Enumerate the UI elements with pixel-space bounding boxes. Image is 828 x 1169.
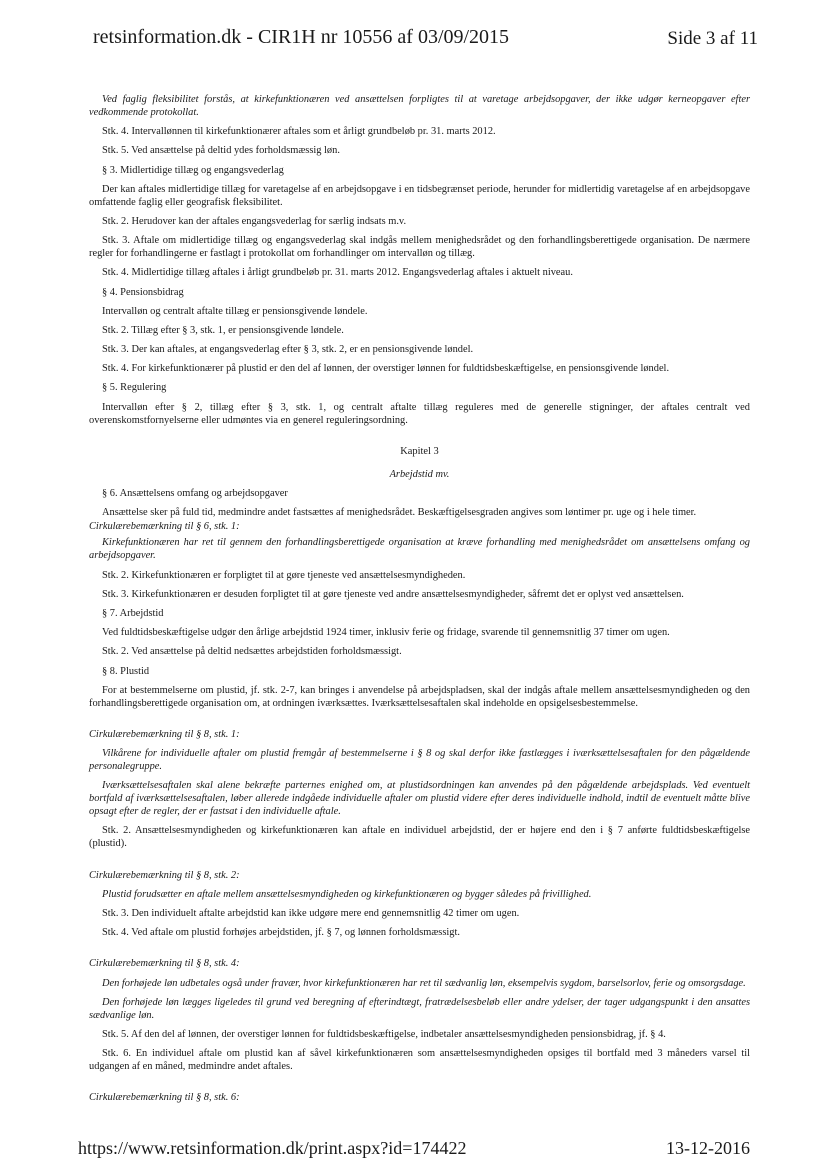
footer-url: https://www.retsinformation.dk/print.aspx?id=174422 (78, 1138, 467, 1158)
section-heading: § 6. Ansættelsens omfang og arbejdsopgaver (102, 488, 288, 500)
footer-date: 13-12-2016 (666, 1138, 750, 1158)
paragraph: Stk. 4. Midlertidige tillæg aftales i årligt grundbeløb pr. 31. marts 2012. Engangsvederlag aftales i aktuelt niveau. (102, 267, 573, 279)
circular-remark-heading: Cirkulærebemærkning til § 6, stk. 1: (89, 521, 240, 533)
paragraph: Ved fuldtidsbeskæftigelse udgør den årlige arbejdstid 1924 timer, inklusiv ferie og fridage, svarende til gennemsnitlig 37 timer om ugen. (102, 627, 670, 639)
paragraph: Vilkårene for individuelle aftaler om plustid fremgår af bestemmelserne i § 8 og skal derfor ikke fastlægges i iværksættelsesaftalen for den pågældende personalegruppe. (89, 748, 750, 773)
paragraph: Stk. 4. Ved aftale om plustid forhøjes arbejdstiden, jf. § 7, og lønnen forholdsmæssigt. (102, 927, 460, 939)
chapter-heading: Kapitel 3 (400, 445, 439, 457)
paragraph: Stk. 2. Ved ansættelse på deltid nedsættes arbejdstiden forholdsmæssigt. (102, 646, 402, 658)
paragraph: Stk. 4. For kirkefunktionærer på plustid er den del af lønnen, der overstiger lønnen for fuldtidsbeskæftigelse, en pensionsgivende løndel. (102, 363, 670, 375)
paragraph: Stk. 5. Af den del af lønnen, der overstiger lønnen for fuldtidsbeskæftigelse, indbetaler ansættelsesmyndigheden pensionsbidrag, jf. § 4. (102, 1028, 666, 1040)
section-heading: § 3. Midlertidige tillæg og engangsvederlag (102, 164, 284, 176)
paragraph: Stk. 2. Tillæg efter § 3, stk. 1, er pensionsgivende løndele. (102, 324, 344, 336)
paragraph: Iværksættelsesaftalen skal alene bekræfte parternes enighed om, at plustidsordningen kan anvendes på den pågældende arbejdsplads. Ved eventuelt bortfald af iværksættelsesaftalen, løber allerede indgåede individuelle aftaler om plustid videre efter deres individuelle indhold, indtil de eventuelt måtte blive opsagt efter de regler, der er fastsat i den individuelle aftale. (89, 780, 750, 818)
paragraph: Kirkefunktionæren har ret til gennem den forhandlingsberettigede organisation at kræve forhandling med menighedsrådet om ansættelsens omfang og arbejdsopgaver. (89, 537, 750, 562)
paragraph: Stk. 5. Ved ansættelse på deltid ydes forholdsmæssig løn. (102, 145, 340, 157)
section-heading: § 7. Arbejdstid (102, 607, 164, 619)
paragraph: Ved faglig fleksibilitet forstås, at kirkefunktionæren ved ansættelsen forpligtes til at varetage arbejdsopgaver, der ikke udgør kerneopgaver efter vedkommende protokollat. (89, 94, 750, 118)
document-body (89, 93, 750, 1111)
paragraph: Ansættelse sker på fuld tid, medmindre andet fastsættes af menighedsrådet. Beskæftigelsesgraden angives som løntimer pr. uge og i hele timer. (102, 507, 697, 519)
paragraph: Stk. 3. Aftale om midlertidige tillæg og engangsvederlag skal indgås mellem menighedsrådet og den forhandlingsberettigede organisation. De nærmere regler for forhandlingerne er fastlagt i protokollat om forhandlinger om intervalløn og tillæg. (89, 235, 750, 260)
paragraph: Den forhøjede løn lægges ligeledes til grund ved beregning af efterindtægt, fratrædelsesbeløb eller andre ydelser, der tager udgangspunkt i den ansattes sædvanlige løn. (89, 996, 750, 1021)
paragraph: Der kan aftales midlertidige tillæg for varetagelse af en arbejdsopgave i en tidsbegrænset periode, herunder for midlertidig varetagelse af en arbejdsopgave omfattende faglig eller geografisk fleksibilitet. (89, 183, 750, 208)
paragraph: Stk. 2. Herudover kan der aftales engangsvederlag for særlig indsats m.v. (102, 215, 407, 227)
page-number: Side 3 af 11 (667, 28, 758, 49)
circular-remark-heading: Cirkulærebemærkning til § 8, stk. 2: (89, 869, 240, 881)
document-header-title: retsinformation.dk - CIR1H nr 10556 af 03/09/2015 (93, 26, 510, 48)
paragraph: Stk. 3. Der kan aftales, at engangsvederlag efter § 3, stk. 2, er en pensionsgivende løndel. (102, 344, 474, 356)
paragraph: Intervalløn og centralt aftalte tillæg er pensionsgivende løndele. (102, 305, 368, 317)
section-heading: § 5. Regulering (102, 382, 167, 394)
paragraph: Stk. 3. Kirkefunktionæren er desuden forpligtet til at gøre tjeneste ved andre ansættelsesmyndigheder, såfremt det er oplyst ved ansættelsen. (102, 588, 684, 600)
section-heading: § 4. Pensionsbidrag (102, 286, 184, 298)
paragraph: Stk. 4. Intervallønnen til kirkefunktionærer aftales som et årligt grundbeløb pr. 31. marts 2012. (102, 126, 496, 138)
paragraph: Stk. 2. Ansættelsesmyndigheden og kirkefunktionæren kan aftale en individuel arbejdstid, der er højere end den i § 7 anførte fuldtidsbeskæftigelse (plustid). (89, 825, 750, 850)
paragraph: Den forhøjede løn udbetales også under fravær, hvor kirkefunktionæren har ret til sædvanlig løn, eksempelvis sygdom, barselsorlov, ferie og omsorgsdage. (102, 977, 746, 989)
section-heading: § 8. Plustid (102, 665, 150, 677)
paragraph: For at bestemmelserne om plustid, jf. stk. 2-7, kan bringes i anvendelse på arbejdspladsen, skal der indgås aftale mellem ansættelsesmyndigheden og den forhandlingsberettigede organisation om, at ordningen iværksættes. Iværksættelsesaftalen skal indeholde en opsigelsesbestemmelse. (89, 684, 750, 709)
chapter-subheading: Arbejdstid mv. (389, 469, 450, 480)
circular-remark-heading: Cirkulærebemærkning til § 8, stk. 1: (89, 728, 240, 740)
paragraph: Plustid forudsætter en aftale mellem ansættelsesmyndigheden og kirkefunktionæren og bygger således på frivillighed. (102, 888, 592, 900)
paragraph: Stk. 3. Den individuelt aftalte arbejdstid kan ikke udgøre mere end gennemsnitlig 42 timer om ugen. (102, 908, 520, 919)
paragraph: Intervalløn efter § 2, tillæg efter § 3, stk. 1, og centralt aftalte tillæg reguleres med de generelle stigninger, der aftales centralt ved overenskomstfornyelserne eller udmøntes via en generel reguleringsordning. (89, 401, 750, 426)
circular-remark-heading: Cirkulærebemærkning til § 8, stk. 4: (89, 958, 240, 970)
paragraph: Stk. 6. En individuel aftale om plustid kan af såvel kirkefunktionæren som ansættelsesmyndigheden opsiges til bortfald med 3 måneders varsel til udgangen af en måned, medmindre andet aftales. (89, 1048, 750, 1073)
circular-remark-heading: Cirkulærebemærkning til § 8, stk. 6: (89, 1092, 240, 1104)
paragraph: Stk. 2. Kirkefunktionæren er forpligtet til at gøre tjeneste ved ansættelsesmyndigheden. (102, 569, 466, 581)
